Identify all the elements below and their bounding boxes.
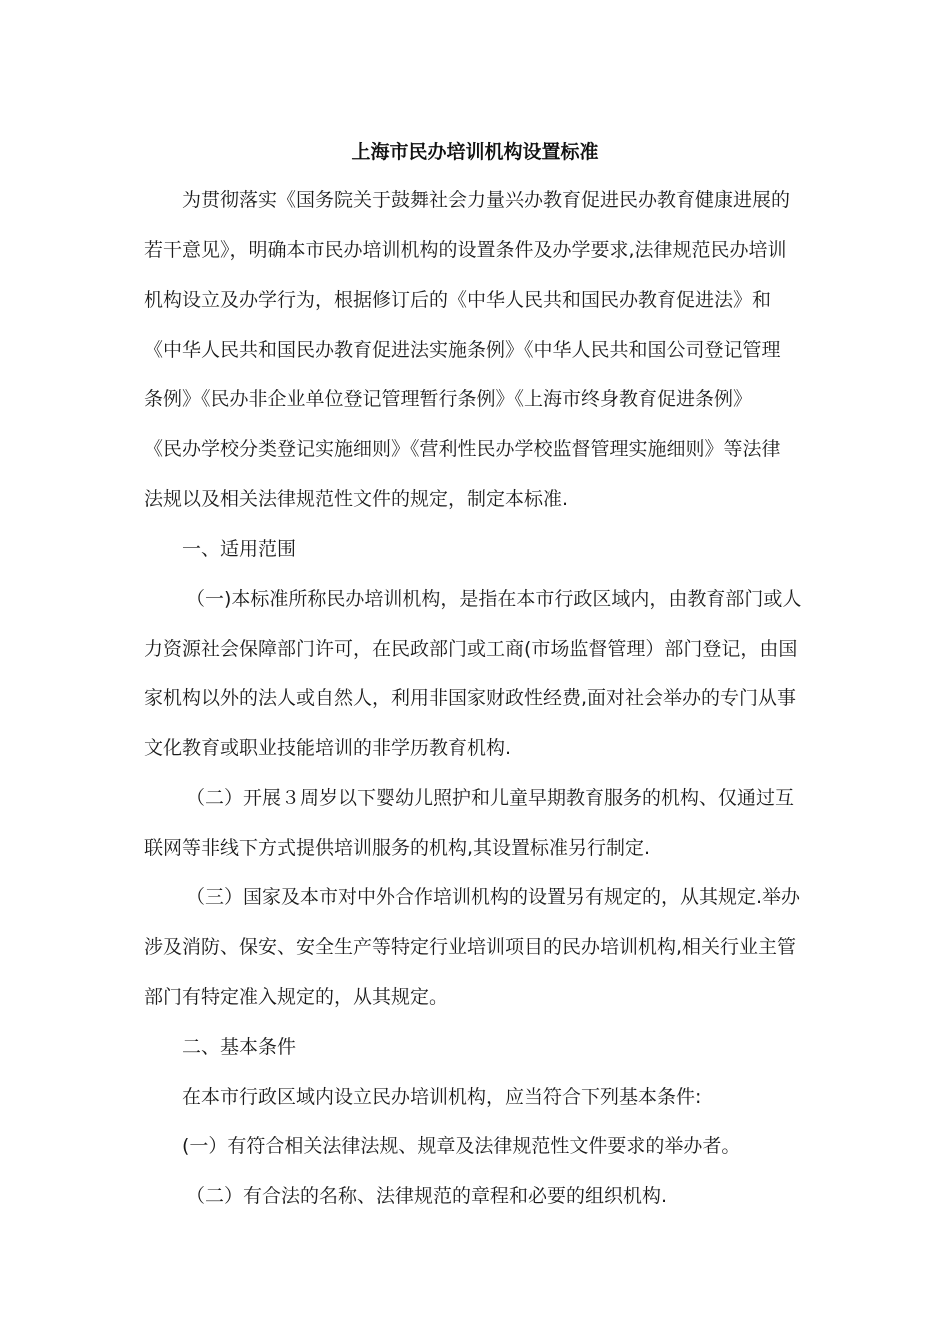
paragraph-line: 在本市行政区域内设立民办培训机构，应当符合下列基本条件:: [182, 1086, 702, 1108]
paragraph-line: （二）开展３周岁以下婴幼儿照护和儿童早期教育服务的机构、仅通过互: [186, 787, 795, 809]
paragraph-line: 《中华人民共和国民办教育促进法实施条例》《中华人民共和国公司登记管理: [144, 339, 781, 361]
paragraph-line: 力资源社会保障部门许可，在民政部门或工商(市场监督管理）部门登记，由国: [144, 638, 798, 660]
document-title: 上海市民办培训机构设置标准: [351, 141, 599, 163]
section-heading: 一、适用范围: [182, 538, 297, 560]
paragraph-line: 文化教育或职业技能培训的非学历教育机构.: [144, 737, 512, 759]
paragraph-line: 若干意见》，明确本市民办培训机构的设置条件及办学要求,法律规范民办培训: [144, 239, 787, 261]
paragraph-line: 机构设立及办学行为，根据修订后的《中华人民共和国民办教育促进法》和: [144, 289, 772, 311]
paragraph-line: 《民办学校分类登记实施细则》《营利性民办学校监督管理实施细则》等法律: [144, 438, 781, 460]
paragraph-line: 联网等非线下方式提供培训服务的机构,其设置标准另行制定.: [144, 837, 651, 859]
paragraph-line: 涉及消防、保安、安全生产等特定行业培训项目的民办培训机构,相关行业主管: [144, 936, 797, 958]
paragraph-line: 法规以及相关法律规范性文件的规定，制定本标准.: [144, 488, 569, 510]
paragraph-line: (一）有符合相关法律法规、规章及法律规范性文件要求的举办者。: [182, 1135, 741, 1157]
paragraph-line: 家机构以外的法人或自然人，利用非国家财政性经费,面对社会举办的专门从事: [144, 687, 797, 709]
section-heading: 二、基本条件: [182, 1036, 297, 1058]
paragraph-line: 为贯彻落实《国务院关于鼓舞社会力量兴办教育促进民办教育健康进展的: [182, 189, 791, 211]
paragraph-line: （一)本标准所称民办培训机构，是指在本市行政区域内，由教育部门或人: [186, 588, 802, 610]
paragraph-line: （三）国家及本市对中外合作培训机构的设置另有规定的，从其规定.举办: [186, 886, 801, 908]
paragraph-line: 部门有特定准入规定的，从其规定。: [144, 986, 449, 1008]
paragraph-line: 条例》《民办非企业单位登记管理暂行条例》《上海市终身教育促进条例》: [144, 388, 753, 410]
paragraph-line: （二）有合法的名称、法律规范的章程和必要的组织机构.: [186, 1185, 668, 1207]
